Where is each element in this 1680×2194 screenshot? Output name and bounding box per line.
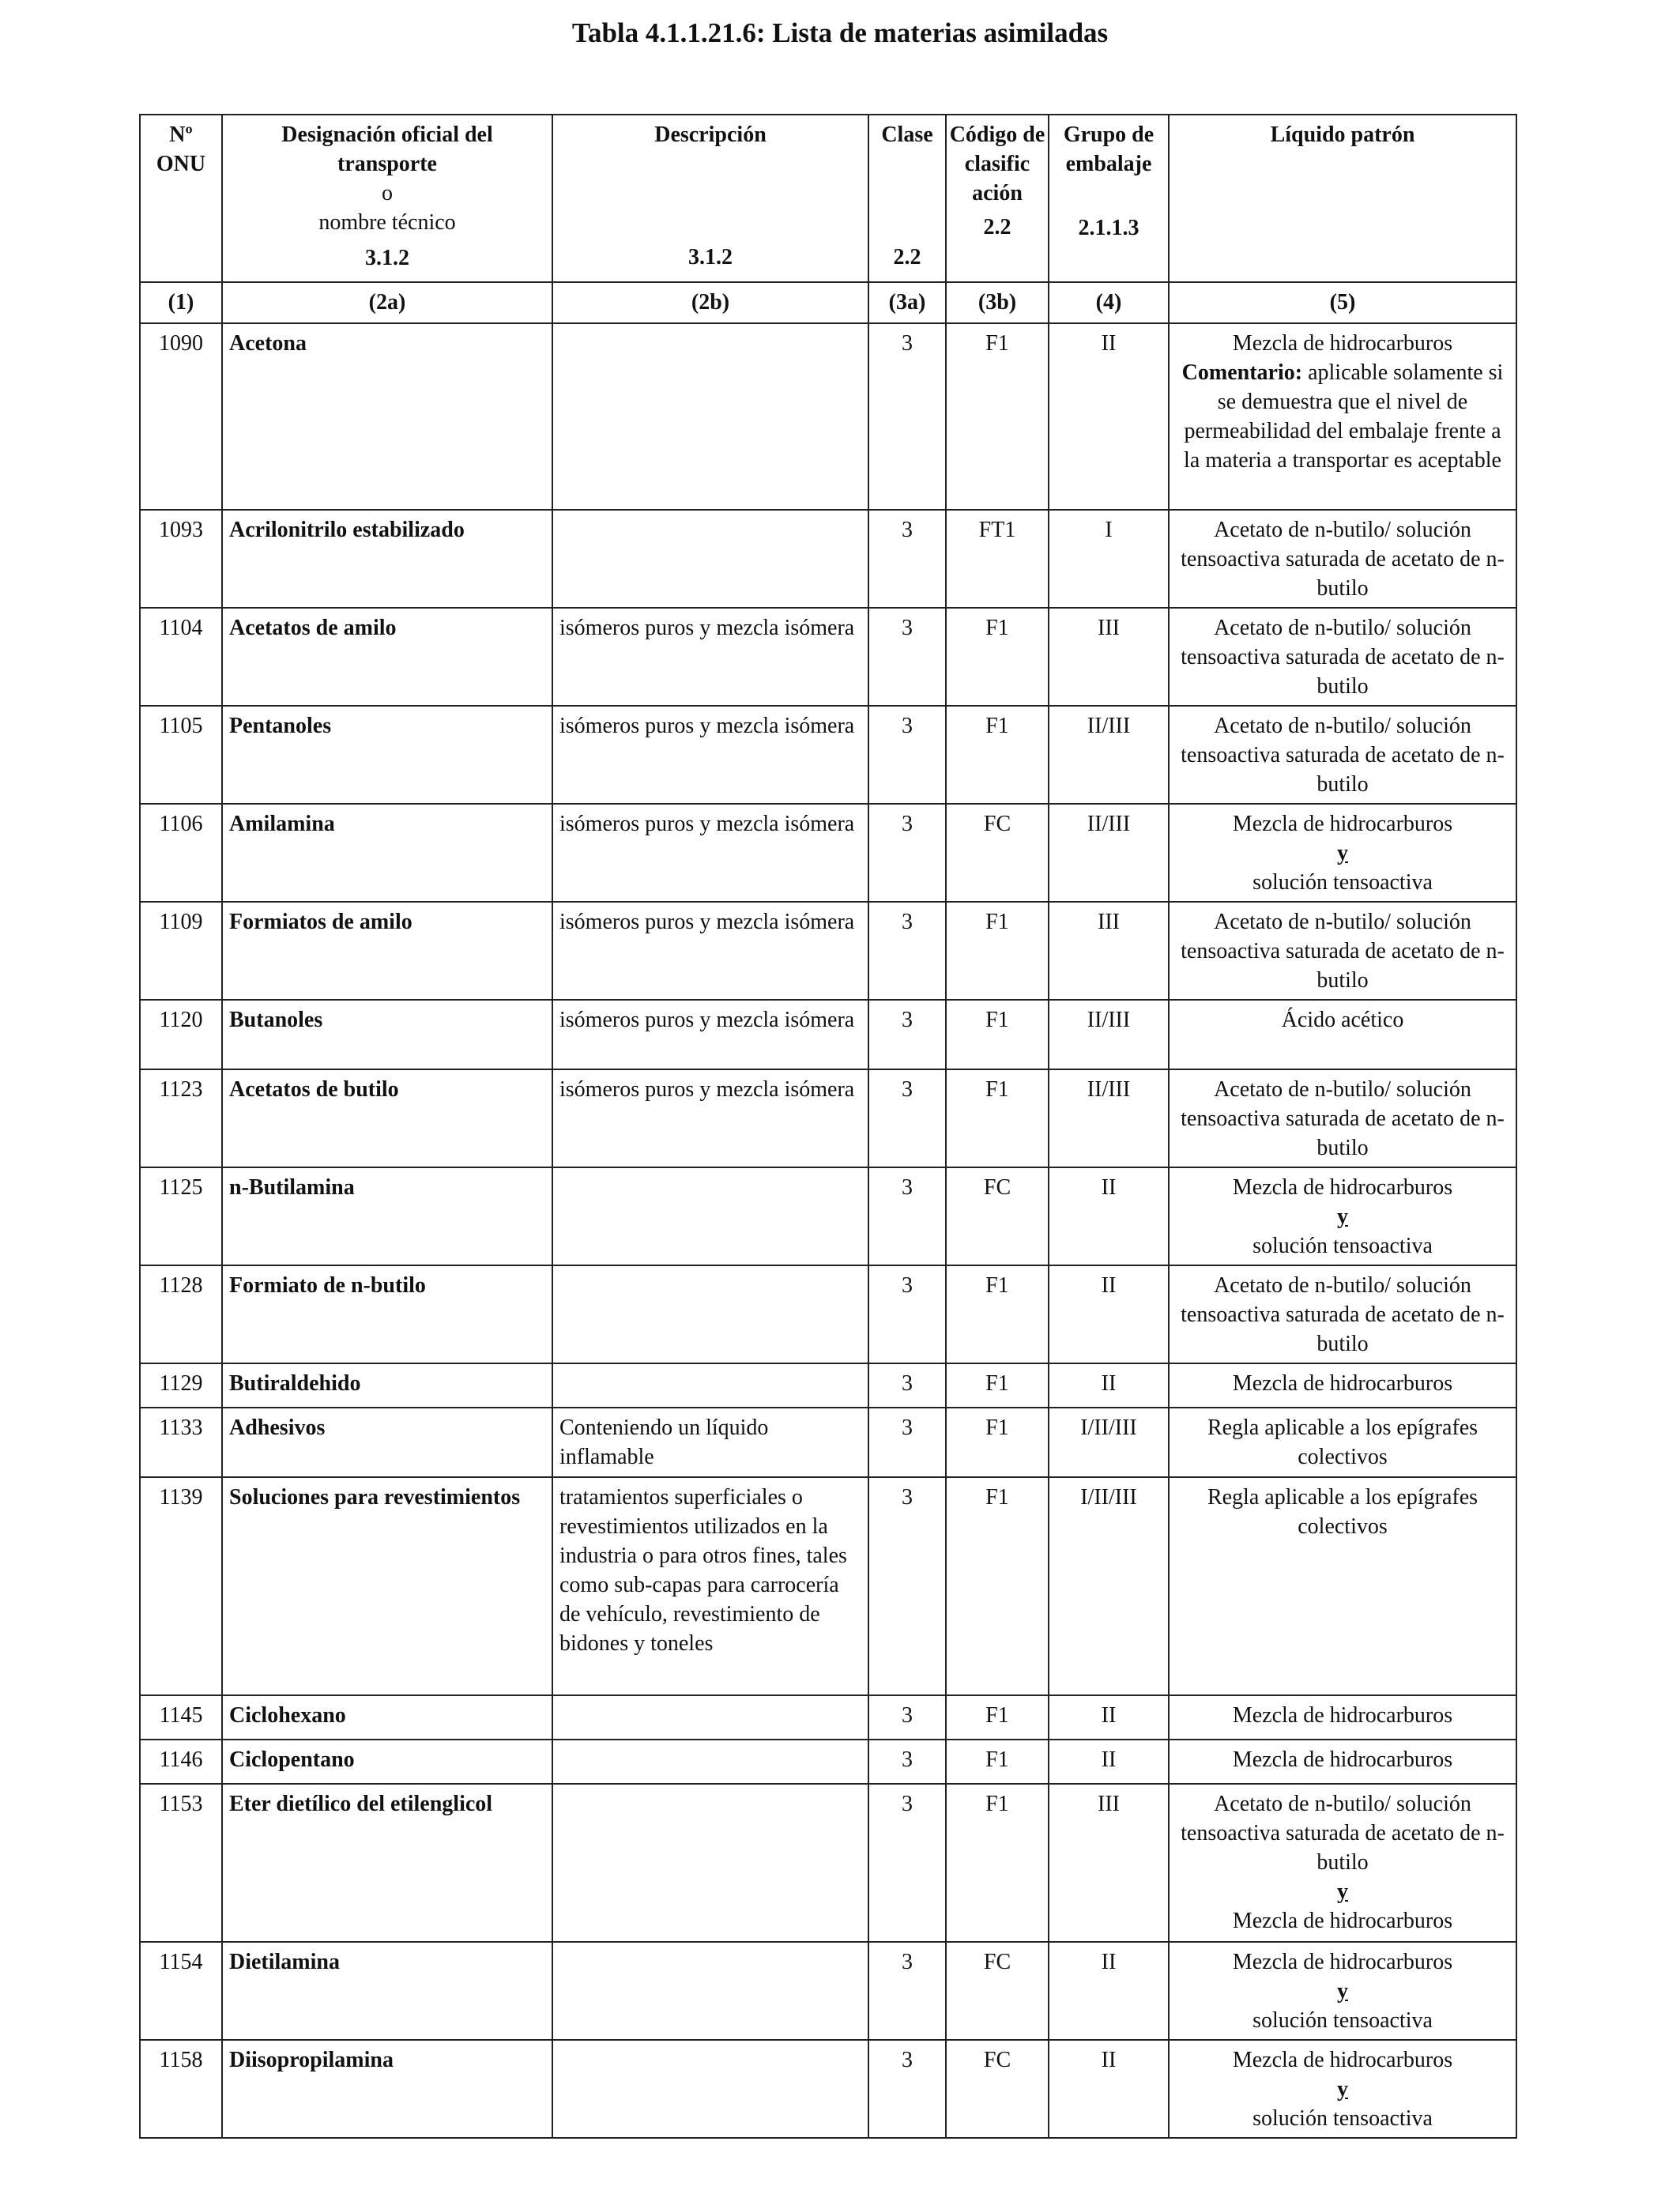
column-number: (4) [1049, 282, 1169, 323]
table-row [140, 1363, 1516, 1408]
standard-liquid-cell [1169, 1265, 1516, 1363]
standard-liquid-cell [1169, 1069, 1516, 1167]
standard-liquid-cell [1169, 323, 1516, 510]
packing-group-cell: III [1049, 1784, 1169, 1942]
description-cell [552, 1942, 868, 2040]
standard-liquid-cell [1169, 1695, 1516, 1740]
description-cell: isómeros puros y mezcla isómera [552, 1069, 868, 1167]
header-designacion-o: o [382, 181, 393, 205]
column-number: (3b) [946, 282, 1049, 323]
un-number-cell: 1154 [140, 1942, 222, 2040]
class-cell: 3 [868, 706, 946, 804]
class-cell: 3 [868, 1000, 946, 1069]
standard-liquid-cell [1169, 1740, 1516, 1784]
table-row [140, 1069, 1516, 1167]
classification-code-cell: FC [946, 2040, 1049, 2138]
header-descripcion-ref: 3.1.2 [688, 245, 733, 270]
un-number-cell: 1128 [140, 1265, 222, 1363]
column-number: (3a) [868, 282, 946, 323]
table-title: Tabla 4.1.1.21.6: Lista de materias asimiladas [571, 17, 1109, 48]
designation-cell: Pentanoles [222, 706, 552, 804]
standard-liquid-text: Acetato de n-butilo/ solución tensoactiva saturada de acetato de n-butilo [1181, 1077, 1505, 1160]
table-row [140, 1265, 1516, 1363]
designation-cell: Butanoles [222, 1000, 552, 1069]
designation-cell: Butiraldehido [222, 1363, 552, 1408]
conjunction-y: y [1337, 1204, 1348, 1229]
designation-cell: Diisopropilamina [222, 2040, 552, 2138]
classification-code-cell: FC [946, 1167, 1049, 1265]
table-row [140, 608, 1516, 706]
table-row [140, 1000, 1516, 1069]
class-cell: 3 [868, 1942, 946, 2040]
classification-code-cell: F1 [946, 1740, 1049, 1784]
table-row [140, 1695, 1516, 1740]
header-grupo [1049, 115, 1169, 282]
standard-liquid-cell [1169, 902, 1516, 1000]
class-cell: 3 [868, 1740, 946, 1784]
designation-cell: Formiatos de amilo [222, 902, 552, 1000]
classification-code-cell: F1 [946, 1069, 1049, 1167]
designation-cell: Formiato de n-butilo [222, 1265, 552, 1363]
un-number-cell: 1093 [140, 510, 222, 608]
description-cell: isómeros puros y mezcla isómera [552, 804, 868, 902]
un-number-cell: 1158 [140, 2040, 222, 2138]
packing-group-cell: II [1049, 1695, 1169, 1740]
table-body [140, 323, 1516, 2138]
header-descripcion [552, 115, 868, 282]
standard-liquid-text: Regla aplicable a los epígrafes colectivos [1207, 1485, 1478, 1539]
header-designacion-tecnico: nombre técnico [318, 210, 456, 235]
designation-cell: Adhesivos [222, 1408, 552, 1477]
un-number-cell: 1105 [140, 706, 222, 804]
packing-group-cell: II/III [1049, 1069, 1169, 1167]
un-number-cell: 1139 [140, 1477, 222, 1695]
classification-code-cell: FC [946, 1942, 1049, 2040]
description-cell: Conteniendo un líquido inflamable [552, 1408, 868, 1477]
un-number-cell: 1145 [140, 1695, 222, 1740]
designation-cell: Acetona [222, 323, 552, 510]
class-cell: 3 [868, 1695, 946, 1740]
classification-code-cell: F1 [946, 323, 1049, 510]
un-number-cell: 1129 [140, 1363, 222, 1408]
standard-liquid-cell [1169, 1408, 1516, 1477]
standard-liquid-text: Mezcla de hidrocarburos [1232, 1371, 1453, 1396]
standard-liquid-cell [1169, 706, 1516, 804]
standard-liquid-text: Mezcla de hidrocarburos [1232, 1703, 1453, 1728]
header-clase-ref: 2.2 [893, 245, 921, 270]
classification-code-cell: F1 [946, 1000, 1049, 1069]
designation-cell: Dietilamina [222, 1942, 552, 2040]
class-cell: 3 [868, 804, 946, 902]
table-row [140, 1942, 1516, 2040]
header-grupo-ref: 2.1.1.3 [1078, 216, 1139, 240]
classification-code-cell: FT1 [946, 510, 1049, 608]
class-cell: 3 [868, 510, 946, 608]
classification-code-cell: F1 [946, 902, 1049, 1000]
table-row [140, 510, 1516, 608]
standard-liquid-text: Mezcla de hidrocarburos [1232, 331, 1453, 356]
un-number-cell: 1146 [140, 1740, 222, 1784]
table-row [140, 1740, 1516, 1784]
table-row [140, 1167, 1516, 1265]
class-cell: 3 [868, 323, 946, 510]
standard-liquid-alt-text: solución tensoactiva [1252, 2008, 1433, 2033]
designation-cell: Ciclopentano [222, 1740, 552, 1784]
header-liquido-label: Líquido patrón [1270, 123, 1415, 147]
column-number: (2a) [222, 282, 552, 323]
packing-group-cell: II [1049, 2040, 1169, 2138]
standard-liquid-text: Regla aplicable a los epígrafes colectivos [1207, 1416, 1478, 1469]
classification-code-cell: F1 [946, 706, 1049, 804]
standard-liquid-cell [1169, 1000, 1516, 1069]
standard-liquid-alt-text: solución tensoactiva [1252, 1234, 1433, 1258]
standard-liquid-text: Ácido acético [1281, 1008, 1404, 1032]
designation-cell: Acetatos de amilo [222, 608, 552, 706]
description-cell: isómeros puros y mezcla isómera [552, 706, 868, 804]
table-row [140, 2040, 1516, 2138]
table-row [140, 323, 1516, 510]
header-codigo-ref: 2.2 [983, 215, 1011, 239]
description-cell: isómeros puros y mezcla isómera [552, 902, 868, 1000]
packing-group-cell: II [1049, 1740, 1169, 1784]
header-row [140, 115, 1516, 282]
un-number-cell: 1090 [140, 323, 222, 510]
un-number-cell: 1123 [140, 1069, 222, 1167]
packing-group-cell: I/II/III [1049, 1408, 1169, 1477]
column-number-row [140, 282, 1516, 323]
classification-code-cell: F1 [946, 608, 1049, 706]
packing-group-cell: II/III [1049, 804, 1169, 902]
standard-liquid-text: Acetato de n-butilo/ solución tensoactiva saturada de acetato de n-butilo [1181, 910, 1505, 993]
table-row [140, 1784, 1516, 1942]
packing-group-cell: II [1049, 1363, 1169, 1408]
class-cell: 3 [868, 1784, 946, 1942]
description-cell: isómeros puros y mezcla isómera [552, 608, 868, 706]
standard-liquid-cell [1169, 1942, 1516, 2040]
table-row [140, 706, 1516, 804]
class-cell: 3 [868, 1477, 946, 1695]
standard-liquid-cell [1169, 2040, 1516, 2138]
class-cell: 3 [868, 1363, 946, 1408]
class-cell: 3 [868, 1408, 946, 1477]
standard-liquid-text: Mezcla de hidrocarburos [1232, 1747, 1453, 1772]
un-number-cell: 1104 [140, 608, 222, 706]
packing-group-cell: II [1049, 1942, 1169, 2040]
packing-group-cell: II [1049, 1167, 1169, 1265]
conjunction-y: y [1337, 841, 1348, 865]
column-number: (2b) [552, 282, 868, 323]
standard-liquid-cell [1169, 1167, 1516, 1265]
standard-liquid-text: Mezcla de hidrocarburos [1232, 2048, 1453, 2072]
classification-code-cell: FC [946, 804, 1049, 902]
materials-table [139, 114, 1517, 2139]
un-number-cell: 1106 [140, 804, 222, 902]
standard-liquid-text: Mezcla de hidrocarburos [1232, 1950, 1453, 1974]
un-number-cell: 1133 [140, 1408, 222, 1477]
class-cell: 3 [868, 2040, 946, 2138]
description-cell [552, 1740, 868, 1784]
header-codigo-label: Código de clasific ación [949, 123, 1045, 205]
description-cell [552, 1695, 868, 1740]
standard-liquid-alt-text: solución tensoactiva [1252, 2106, 1433, 2131]
standard-liquid-text: Mezcla de hidrocarburos [1232, 1175, 1453, 1200]
packing-group-cell: II [1049, 323, 1169, 510]
description-cell [552, 1265, 868, 1363]
description-cell [552, 1167, 868, 1265]
description-cell [552, 1363, 868, 1408]
class-cell: 3 [868, 1069, 946, 1167]
header-designacion [222, 115, 552, 282]
packing-group-cell: II/III [1049, 1000, 1169, 1069]
description-cell [552, 323, 868, 510]
standard-liquid-text: Acetato de n-butilo/ solución tensoactiva saturada de acetato de n-butilo [1181, 518, 1505, 601]
table-row [140, 804, 1516, 902]
standard-liquid-alt-text: solución tensoactiva [1252, 870, 1433, 895]
header-onu-label: Nº ONU [156, 123, 206, 176]
standard-liquid-cell [1169, 510, 1516, 608]
classification-code-cell: F1 [946, 1695, 1049, 1740]
header-onu [140, 115, 222, 282]
standard-liquid-text: Acetato de n-butilo/ solución tensoactiva saturada de acetato de n-butilo [1181, 1273, 1505, 1356]
standard-liquid-text: Mezcla de hidrocarburos [1232, 812, 1453, 836]
conjunction-y: y [1337, 2077, 1348, 2102]
standard-liquid-alt-text: Mezcla de hidrocarburos [1232, 1909, 1453, 1933]
designation-cell: Ciclohexano [222, 1695, 552, 1740]
table-row [140, 1477, 1516, 1695]
un-number-cell: 1125 [140, 1167, 222, 1265]
column-number: (1) [140, 282, 222, 323]
classification-code-cell: F1 [946, 1363, 1049, 1408]
designation-cell: Amilamina [222, 804, 552, 902]
class-cell: 3 [868, 1167, 946, 1265]
header-descripcion-label: Descripción [654, 123, 767, 147]
header-clase-label: Clase [881, 123, 933, 147]
class-cell: 3 [868, 902, 946, 1000]
header-codigo [946, 115, 1049, 282]
comment-label: Comentario: [1181, 360, 1303, 385]
header-designacion-ref: 3.1.2 [365, 246, 409, 270]
un-number-cell: 1153 [140, 1784, 222, 1942]
designation-cell: Acrilonitrilo estabilizado [222, 510, 552, 608]
conjunction-y: y [1337, 1979, 1348, 2004]
packing-group-cell: II [1049, 1265, 1169, 1363]
header-clase [868, 115, 946, 282]
packing-group-cell: I/II/III [1049, 1477, 1169, 1695]
packing-group-cell: II/III [1049, 706, 1169, 804]
standard-liquid-cell [1169, 804, 1516, 902]
packing-group-cell: III [1049, 608, 1169, 706]
class-cell: 3 [868, 608, 946, 706]
classification-code-cell: F1 [946, 1784, 1049, 1942]
standard-liquid-text: Acetato de n-butilo/ solución tensoactiva saturada de acetato de n-butilo [1181, 714, 1505, 797]
header-grupo-label: Grupo de embalaje [1063, 123, 1155, 176]
designation-cell: Eter dietílico del etilenglicol [222, 1784, 552, 1942]
standard-liquid-cell [1169, 608, 1516, 706]
designation-cell: Soluciones para revestimientos [222, 1477, 552, 1695]
classification-code-cell: F1 [946, 1408, 1049, 1477]
standard-liquid-text: Acetato de n-butilo/ solución tensoactiva saturada de acetato de n-butilo [1181, 616, 1505, 699]
designation-cell: n-Butilamina [222, 1167, 552, 1265]
table-row [140, 1408, 1516, 1477]
column-number: (5) [1169, 282, 1516, 323]
designation-cell: Acetatos de butilo [222, 1069, 552, 1167]
standard-liquid-cell [1169, 1363, 1516, 1408]
packing-group-cell: III [1049, 902, 1169, 1000]
packing-group-cell: I [1049, 510, 1169, 608]
description-cell [552, 2040, 868, 2138]
conjunction-y: y [1337, 1879, 1348, 1904]
header-designacion-label: Designación oficial del transporte [281, 123, 493, 176]
table-row [140, 902, 1516, 1000]
header-liquido [1169, 115, 1516, 282]
un-number-cell: 1120 [140, 1000, 222, 1069]
description-cell [552, 1784, 868, 1942]
description-cell: tratamientos superficiales o revestimientos utilizados en la industria o para otros fines, tales como sub-capas para carrocería de vehículo, revestimiento de bidones y toneles [552, 1477, 868, 1695]
class-cell: 3 [868, 1265, 946, 1363]
comment-text: aplicable solamente si se demuestra que el nivel de permeabilidad del embalaje frente a la materia a transportar es aceptable [1184, 360, 1504, 473]
standard-liquid-cell [1169, 1784, 1516, 1942]
description-cell: isómeros puros y mezcla isómera [552, 1000, 868, 1069]
standard-liquid-cell [1169, 1477, 1516, 1695]
description-cell [552, 510, 868, 608]
classification-code-cell: F1 [946, 1477, 1049, 1695]
classification-code-cell: F1 [946, 1265, 1049, 1363]
un-number-cell: 1109 [140, 902, 222, 1000]
standard-liquid-text: Acetato de n-butilo/ solución tensoactiva saturada de acetato de n-butilo [1181, 1792, 1505, 1875]
